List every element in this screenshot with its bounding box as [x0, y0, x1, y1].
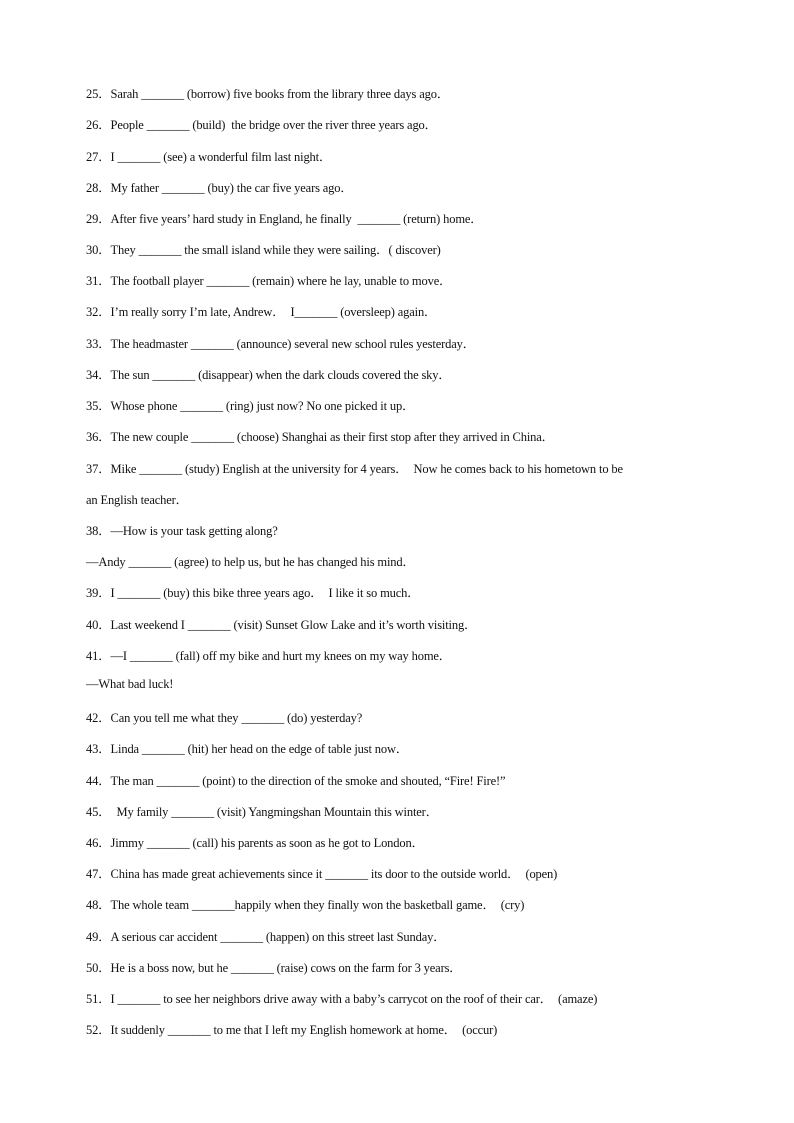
exercise-line: 43．Linda _______ (hit) her head on the edge of table just now．: [86, 742, 409, 756]
exercise-line: 40．Last weekend I _______ (visit) Sunset Glow Lake and it’s worth visiting．: [86, 618, 477, 632]
exercise-line: 33．The headmaster _______ (announce) several new school rules yesterday．: [86, 337, 476, 351]
exercise-line: 26．People _______ (build) the bridge over the river three years ago．: [86, 118, 438, 132]
exercise-line: 30．They _______ the small island while they were sailing．( discover): [86, 243, 441, 257]
exercise-line: 35．Whose phone _______ (ring) just now? No one picked it up．: [86, 399, 415, 413]
exercise-line: 52．It suddenly _______ to me that I left my English homework at home． (occur): [86, 1023, 498, 1037]
exercise-line: an English teacher．: [86, 493, 188, 507]
exercise-line: 42．Can you tell me what they _______ (do) yesterday?: [86, 711, 363, 725]
exercise-line: —What bad luck!: [86, 677, 174, 691]
exercise-line: 51．I _______ to see her neighbors drive away with a baby’s carrycot on the roof of their car． (amaze): [86, 992, 598, 1006]
exercise-line: —Andy _______ (agree) to help us, but he has changed his mind．: [86, 555, 415, 569]
exercise-line: 27．I _______ (see) a wonderful film last night．: [86, 150, 332, 164]
exercise-line: 25．Sarah _______ (borrow) five books from the library three days ago．: [86, 87, 450, 101]
exercise-line: 46．Jimmy _______ (call) his parents as soon as he got to London．: [86, 836, 424, 850]
exercise-line: 38．—How is your task getting along?: [86, 524, 278, 538]
exercise-line: 34．The sun _______ (disappear) when the dark clouds covered the sky．: [86, 368, 451, 382]
exercise-line: 32．I’m really sorry I’m late, Andrew． I_______ (oversleep) again．: [86, 305, 437, 319]
exercise-line: 37．Mike _______ (study) English at the university for 4 years． Now he comes back to his hometown to be: [86, 462, 623, 476]
exercise-line: 28．My father _______ (buy) the car five years ago．: [86, 181, 353, 195]
exercise-line: 49．A serious car accident _______ (happen) on this street last Sunday．: [86, 930, 446, 944]
exercise-line: 48．The whole team _______happily when they finally won the basketball game． (cry): [86, 898, 525, 912]
exercise-line: 45． My family _______ (visit) Yangmingshan Mountain this winter．: [86, 805, 439, 819]
exercise-line: 41．—I _______ (fall) off my bike and hurt my knees on my way home．: [86, 649, 452, 663]
exercise-line: 50．He is a boss now, but he _______ (raise) cows on the farm for 3 years．: [86, 961, 462, 975]
exercise-line: 29．After five years’ hard study in England, he finally _______ (return) home．: [86, 212, 483, 226]
exercise-line: 39．I _______ (buy) this bike three years ago． I like it so much．: [86, 586, 420, 600]
exercise-line: 36．The new couple _______ (choose) Shanghai as their first stop after they arrived in China．: [86, 430, 555, 444]
exercise-line: 31．The football player _______ (remain) where he lay, unable to move．: [86, 274, 452, 288]
exercise-line: 44．The man _______ (point) to the direction of the smoke and shouted, “Fire! Fire!”: [86, 774, 506, 788]
exercise-line: 47．China has made great achievements since it _______ its door to the outside world． (open): [86, 867, 558, 881]
